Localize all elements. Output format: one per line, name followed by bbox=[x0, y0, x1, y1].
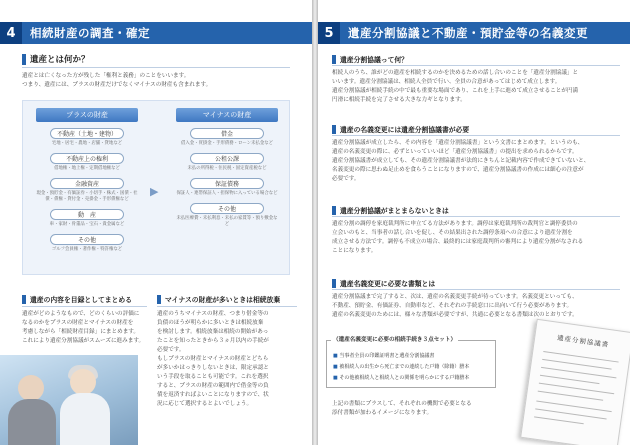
section-number: 5 bbox=[318, 22, 340, 44]
asset-item-detail: 借地権・地上権・定期借地権など bbox=[54, 166, 120, 171]
subheading-bar bbox=[332, 125, 336, 134]
plus-assets-header: プラスの財産 bbox=[36, 108, 138, 122]
divider bbox=[332, 216, 620, 217]
subheading-bar bbox=[157, 295, 161, 304]
debt-item-detail: 保証人・連帯保証人・担保物に入っている場合など bbox=[176, 191, 278, 196]
asset-item-label: 金融資産 bbox=[50, 178, 124, 189]
section-number: 4 bbox=[0, 22, 22, 44]
agreement-paragraph: 遺産分割協議が成立したら、その内容を「遺産分割協議書」という文書にまとめます。というのも、 遺産の名義変更の際に、必ずといっていいほど「遺産分割協議書」の提出を求められるからです。 遺産分割協議書が成立しても、その遺産分割協議書が法的にきちんと記載内容で作成できていないと、 名義変更の際に思わぬ足止めを食らうことになりますので、遺産分割協議書の作成には細心の注意が 必要です。 bbox=[332, 140, 590, 182]
section-4-header bbox=[0, 22, 312, 44]
debt-item-label: 保証債務 bbox=[190, 178, 264, 189]
renunciation-paragraph: 遺産のうちマイナスの財産、つまり借金等の 負債のほうが明らかに多いときは相続放棄 を検討します。相続放棄は相続の開始があっ たことを知ったときから３ヵ月以内の手続が 必要です。 もしプラスの財産とマイナスの財産とどちら が多いかはっきりしないときは、限定承認と いう手段を取ることも可能です。これを選択 すると、プラスの財産の範囲内で借金等の負 債を返済すればよいことになりますので、状 況に応じて選択するとよいでしょう。 bbox=[157, 311, 269, 407]
inventory-paragraph: 遺産がどのようなもので、どのくらいの評価に なるのかをプラスの財産とマイナスの財産を 考慮しながら「相続財産目録」にまとめます。 これにより遺産分割協議がスムーズに進みます。 bbox=[22, 311, 145, 344]
asset-item-label: 不動産上の権利 bbox=[50, 153, 124, 164]
documents-list bbox=[333, 351, 469, 384]
list-item: ■ 当事者全員の印鑑証明書と遺産分割協議書 bbox=[333, 351, 469, 362]
asset-item-detail: 車・家財・骨董品・宝石・貴金属など bbox=[49, 222, 125, 227]
debt-item-label: 公租公課 bbox=[190, 153, 264, 164]
document-title: 遺産分割協議書 bbox=[556, 333, 610, 350]
asset-item-detail: ゴルフ会員権・著作権・特許権など bbox=[51, 247, 123, 252]
divider bbox=[157, 306, 297, 307]
divider bbox=[332, 289, 620, 290]
subheading-bar bbox=[22, 295, 26, 304]
left-page bbox=[0, 0, 312, 445]
asset-item-label: 動 産 bbox=[50, 209, 124, 220]
agreement-document-illustration bbox=[520, 319, 630, 445]
asset-item-label: 不動産（土地・建物） bbox=[50, 128, 124, 139]
subheading-required-documents: 遺産名義変更に必要な書類とは bbox=[332, 278, 435, 288]
subheading-bar bbox=[332, 279, 336, 288]
subheading-what-is-inheritance: 遺産とは何か？ bbox=[22, 53, 90, 65]
minus-assets-column bbox=[176, 108, 278, 228]
divider bbox=[22, 306, 147, 307]
right-page bbox=[318, 0, 630, 445]
divider bbox=[22, 67, 290, 68]
unresolved-paragraph: 遺産分割の調停を家庭裁判所に申立てる方法があります。調停は家庭裁判所の裁判官と調停委員の 立会いのもと、当事者の話し合いを促し、その結果出された調停条項への合意により遺産分割を 成立させる方法です。調停も不成立の場合、最終的には家庭裁判所の審判により遺産分割がなされる ことになります。 bbox=[332, 221, 584, 254]
divider bbox=[332, 135, 620, 136]
family-photo bbox=[0, 355, 138, 445]
debt-item-label: その他 bbox=[190, 203, 264, 214]
debt-item-detail: 未払医療費・未払利息・未払の家賃等・預り敷金など bbox=[176, 216, 278, 227]
intro-paragraph: 遺産とは亡くなった方が残した「権利と義務」のことをいいます。 つまり、遺産には、プラスの財産だけでなくマイナスの財産も含まれます。 bbox=[22, 73, 212, 88]
minus-assets-header: マイナスの財産 bbox=[176, 108, 278, 122]
debt-item-detail: 借入金・買掛金・手形債務・ローン未払金など bbox=[180, 141, 274, 146]
subheading-what-is-division: 遺産分割協議って何？ bbox=[332, 54, 408, 64]
divider bbox=[332, 65, 620, 66]
subheading-bar bbox=[22, 54, 26, 65]
asset-item-detail: 宅地・居宅・農地・店舗・貸地など bbox=[51, 141, 123, 146]
required-documents-box bbox=[326, 337, 496, 388]
division-paragraph: 相続人のうち、誰がどの遺産を相続するのかを決めるための話し合いのことを「遺産分割協議」と いいます。遺産分割協議は、相続人全員で行い、全員の合意があってはじめて成立します。 遺産分割協議が相続手続の中で最も重要な場面であり、これを上手に進めて成立させることが円満 円滑に相続手続を完了させる大きな力ギとなります。 bbox=[332, 70, 579, 103]
asset-item-label: その他 bbox=[50, 234, 124, 245]
subheading-bar bbox=[332, 55, 336, 64]
section-title: 相続財産の調査・確定 bbox=[30, 26, 150, 40]
subheading-renunciation: マイナスの財産が多いときは相続放棄 bbox=[157, 294, 280, 304]
debt-item-label: 借金 bbox=[190, 128, 264, 139]
subheading-asset-inventory: 遺産の内容を目録としてまとめる bbox=[22, 294, 132, 304]
section-5-header bbox=[318, 22, 630, 44]
plus-assets-column bbox=[36, 108, 138, 253]
section-title: 遺産分割協議と不動産・預貯金等の名義変更 bbox=[348, 26, 588, 40]
debt-item-detail: 未払の所得税・住民税・固定資産税など bbox=[187, 166, 267, 171]
documents-paragraph: 遺産分割協議まで完了すると、次は、遺産の名義変更手続が待っています。名義変更といっても、 不動産、預貯金、有価証券、自動車など、それぞれの手続窓口に出向いて行う必要があります。 遺産の名義変更のためには、様々な書類が必要ですが、共通に必要となる書類は次のとおりです。 bbox=[332, 294, 578, 318]
closing-paragraph: 上記の書類にプラスして、それぞれの機関で必要となる 添付書類が加わるイメージになります。 bbox=[332, 401, 472, 416]
subheading-unresolved: 遺産分割協議がまとまらないときは bbox=[332, 205, 449, 215]
documents-box-title: （遺産名義変更に必要の相続手続き３点セット） bbox=[333, 337, 457, 343]
list-item: ■ その他被相続人と相続人との関係を明らかにする戸籍謄本 bbox=[333, 373, 469, 384]
arrow-icon: ▶ bbox=[150, 185, 159, 198]
subheading-bar bbox=[332, 206, 336, 215]
asset-item-detail: 現金・預貯金・有価証券・小切手・株式・国債・社債・債権・貸付金・売掛金・手形債権など bbox=[36, 191, 138, 202]
list-item: ■ 被相続人の出生から死亡までの連続した戸籍（除籍）謄本 bbox=[333, 362, 469, 373]
subheading-agreement-required: 遺産の名義変更には遺産分割協議書が必要 bbox=[332, 124, 469, 134]
